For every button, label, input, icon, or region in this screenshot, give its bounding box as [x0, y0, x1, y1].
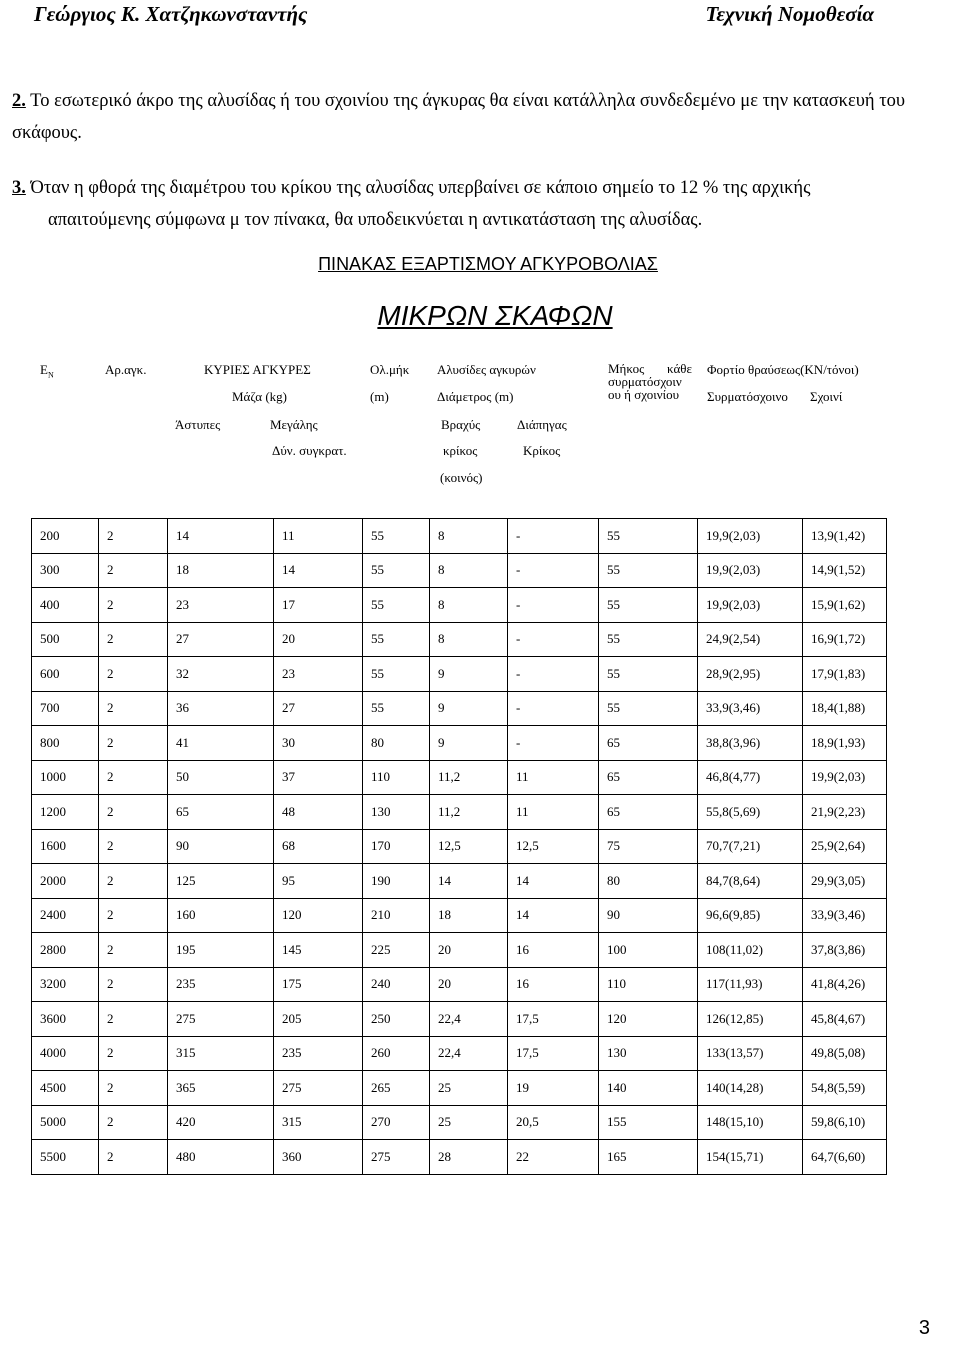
table-row: [32, 1002, 887, 1037]
table-cell: 155: [599, 1105, 698, 1140]
table-cell: 23: [274, 657, 363, 692]
table-cell: 75: [599, 829, 698, 864]
table-cell: 95: [274, 864, 363, 899]
table-cell: 65: [599, 726, 698, 761]
table-cell: 55: [363, 657, 430, 692]
table-cell: 195: [168, 933, 274, 968]
table-cell: 2: [99, 1071, 168, 1106]
table-cell: 19,9(2,03): [698, 519, 803, 554]
table-cell: 2400: [32, 898, 99, 933]
table-cell: 13,9(1,42): [803, 519, 887, 554]
paragraph-2-number: 2.: [12, 91, 26, 111]
table-cell: 365: [168, 1071, 274, 1106]
table-cell: 55: [599, 691, 698, 726]
table-cell: 14,9(1,52): [803, 553, 887, 588]
table-cell: 190: [363, 864, 430, 899]
header-section: Τεχνική Νομοθεσία: [705, 2, 874, 26]
table-cell: 2: [99, 933, 168, 968]
table-cell: 235: [274, 1036, 363, 1071]
table-cell: 90: [168, 829, 274, 864]
table-cell: -: [508, 726, 599, 761]
table-cell: -: [508, 657, 599, 692]
table-cell: 11: [508, 795, 599, 830]
table-cell: 18: [168, 553, 274, 588]
header-chains: Αλυσίδες αγκυρών: [437, 362, 536, 377]
table-cell: 275: [363, 1140, 430, 1175]
table-row: [32, 726, 887, 761]
table-row: [32, 864, 887, 899]
table-cell: 315: [274, 1105, 363, 1140]
table-cell: 19,9(2,03): [803, 760, 887, 795]
table-cell: 18,9(1,93): [803, 726, 887, 761]
table-cell: 55: [363, 553, 430, 588]
table-cell: 2: [99, 795, 168, 830]
table-cell: 2: [99, 898, 168, 933]
table-cell: 265: [363, 1071, 430, 1106]
header-wire-rope: Συρματόσχοινο: [707, 389, 788, 404]
table-cell: 1600: [32, 829, 99, 864]
table-cell: 130: [363, 795, 430, 830]
table-cell: 165: [599, 1140, 698, 1175]
table-cell: 68: [274, 829, 363, 864]
table-cell: 154(15,71): [698, 1140, 803, 1175]
table-cell: 15,9(1,62): [803, 588, 887, 623]
table-cell: 50: [168, 760, 274, 795]
table-cell: 108(11,02): [698, 933, 803, 968]
table-cell: 260: [363, 1036, 430, 1071]
table-cell: 5000: [32, 1105, 99, 1140]
paragraph-2: [12, 85, 932, 149]
table-cell: 275: [274, 1071, 363, 1106]
header-total-length: Ολ.μήκ: [370, 362, 410, 377]
table-cell: 120: [274, 898, 363, 933]
table-cell: 175: [274, 967, 363, 1002]
table-cell: 1200: [32, 795, 99, 830]
table-cell: 300: [32, 553, 99, 588]
table-cell: 12,5: [508, 829, 599, 864]
table-cell: 800: [32, 726, 99, 761]
table-row: [32, 588, 887, 623]
table-cell: 360: [274, 1140, 363, 1175]
table-cell: 20: [430, 967, 508, 1002]
table-cell: 55: [599, 622, 698, 657]
table-cell: 140: [599, 1071, 698, 1106]
table-cell: 55: [599, 553, 698, 588]
table-cell: 8: [430, 519, 508, 554]
table-cell: 55: [363, 622, 430, 657]
table-row: [32, 519, 887, 554]
header-breaking-load: Φορτίο θραύσεως(KN/τόνοι): [707, 362, 859, 377]
table-cell: 2: [99, 657, 168, 692]
header-link-2: Κρίκος: [523, 443, 561, 458]
table-cell: 2800: [32, 933, 99, 968]
header-en: [40, 362, 54, 380]
table-cell: 148(15,10): [698, 1105, 803, 1140]
table-cell: 49,8(5,08): [803, 1036, 887, 1071]
table-cell: 2: [99, 1036, 168, 1071]
table-cell: 125: [168, 864, 274, 899]
table-cell: 225: [363, 933, 430, 968]
header-stockless: Άστυπες: [175, 417, 221, 432]
table-row: [32, 795, 887, 830]
table-cell: 23: [168, 588, 274, 623]
table-cell: 11: [274, 519, 363, 554]
table-cell: 90: [599, 898, 698, 933]
table-cell: 200: [32, 519, 99, 554]
table-cell: 55,8(5,69): [698, 795, 803, 830]
table-cell: 55: [599, 657, 698, 692]
table-cell: 22: [508, 1140, 599, 1175]
table-row: [32, 967, 887, 1002]
table-row: [32, 898, 887, 933]
table-row: [32, 691, 887, 726]
table-cell: 28,9(2,95): [698, 657, 803, 692]
table-cell: 1000: [32, 760, 99, 795]
table-cell: 2: [99, 622, 168, 657]
table-cell: 55: [599, 588, 698, 623]
table-cell: 84,7(8,64): [698, 864, 803, 899]
table-row: [32, 1036, 887, 1071]
table-cell: 240: [363, 967, 430, 1002]
table-cell: 25: [430, 1071, 508, 1106]
table-cell: 110: [599, 967, 698, 1002]
paragraph-2-text: Το εσωτερικό άκρο της αλυσίδας ή του σχοινίου της άγκυρας θα είναι κατάλληλα συνδεδεμένο με την κατασκευή του σκάφους.: [12, 91, 906, 143]
table-cell: 55: [363, 691, 430, 726]
table-cell: 59,8(6,10): [803, 1105, 887, 1140]
table-cell: 16: [508, 967, 599, 1002]
header-anchor-count: Αρ.αγκ.: [105, 362, 147, 377]
table-cell: -: [508, 588, 599, 623]
header-holding-power: Δύν. συγκρατ.: [272, 443, 347, 458]
header-diameter: Διάμετρος (m): [437, 389, 514, 404]
table-row: [32, 553, 887, 588]
table-cell: 130: [599, 1036, 698, 1071]
table-cell: 19: [508, 1071, 599, 1106]
table-row: [32, 1105, 887, 1140]
table-cell: 17: [274, 588, 363, 623]
header-stud: Διάπηγας: [517, 417, 567, 432]
table-cell: 11,2: [430, 795, 508, 830]
table-row: [32, 829, 887, 864]
table-cell: -: [508, 622, 599, 657]
table-cell: 11,2: [430, 760, 508, 795]
table-row: [32, 622, 887, 657]
table-cell: 2: [99, 553, 168, 588]
paragraph-3: [12, 172, 932, 236]
table-cell: -: [508, 691, 599, 726]
table-cell: 160: [168, 898, 274, 933]
table-cell: 65: [599, 795, 698, 830]
header-en-sub: N: [47, 370, 54, 380]
table-cell: 2: [99, 588, 168, 623]
header-short-link: Βραχύς: [441, 417, 481, 432]
table-cell: 8: [430, 553, 508, 588]
table-cell: 170: [363, 829, 430, 864]
table-cell: 2: [99, 1105, 168, 1140]
table-cell: 80: [363, 726, 430, 761]
table-cell: 54,8(5,59): [803, 1071, 887, 1106]
paragraph-3-number: 3.: [12, 178, 26, 198]
table-cell: 17,5: [508, 1036, 599, 1071]
table-cell: 3600: [32, 1002, 99, 1037]
table-cell: 16: [508, 933, 599, 968]
table-cell: 22,4: [430, 1036, 508, 1071]
header-main-anchors: ΚΥΡΙΕΣ ΑΓΚΥΡΕΣ: [204, 362, 311, 377]
table-cell: 45,8(4,67): [803, 1002, 887, 1037]
header-author: Γεώργιος Κ. Χατζηκωνσταντής: [34, 2, 308, 26]
table-row: [32, 933, 887, 968]
table-cell: 14: [508, 864, 599, 899]
table-cell: 4000: [32, 1036, 99, 1071]
table-cell: 64,7(6,60): [803, 1140, 887, 1175]
header-mass: Μάζα (kg): [232, 389, 288, 404]
table-cell: 30: [274, 726, 363, 761]
table-cell: -: [508, 553, 599, 588]
table-cell: 55: [599, 519, 698, 554]
anchoring-table: [31, 518, 887, 1175]
table-cell: 48: [274, 795, 363, 830]
table-cell: 9: [430, 691, 508, 726]
table-cell: 65: [168, 795, 274, 830]
table-cell: 145: [274, 933, 363, 968]
table-cell: 500: [32, 622, 99, 657]
table-cell: 100: [599, 933, 698, 968]
table-cell: 2: [99, 519, 168, 554]
table-cell: 205: [274, 1002, 363, 1037]
table-cell: 2: [99, 1140, 168, 1175]
table-cell: 37: [274, 760, 363, 795]
table-cell: 8: [430, 588, 508, 623]
table-cell: 25: [430, 1105, 508, 1140]
table-cell: 2: [99, 864, 168, 899]
table-cell: 20: [274, 622, 363, 657]
table-cell: 110: [363, 760, 430, 795]
table-cell: 315: [168, 1036, 274, 1071]
table-cell: 20: [430, 933, 508, 968]
paragraph-3-line-2: απαιτούμενης σύμφωνα μ τον πίνακα, θα υποδεικνύεται η αντικατάσταση της αλυσίδας.: [48, 210, 703, 230]
table-cell: 55: [363, 588, 430, 623]
table-cell: 20,5: [508, 1105, 599, 1140]
table-cell: 18,4(1,88): [803, 691, 887, 726]
table-cell: 2000: [32, 864, 99, 899]
table-cell: 2: [99, 726, 168, 761]
table-cell: 65: [599, 760, 698, 795]
header-en-base: E: [40, 362, 48, 377]
table-cell: 250: [363, 1002, 430, 1037]
table-cell: 22,4: [430, 1002, 508, 1037]
table-cell: 17,9(1,83): [803, 657, 887, 692]
table-cell: 2: [99, 1002, 168, 1037]
table-cell: 96,6(9,85): [698, 898, 803, 933]
table-cell: 140(14,28): [698, 1071, 803, 1106]
table-cell: 9: [430, 657, 508, 692]
table-cell: 32: [168, 657, 274, 692]
table-cell: 270: [363, 1105, 430, 1140]
table-cell: 2: [99, 691, 168, 726]
table-cell: 19,9(2,03): [698, 553, 803, 588]
header-common: (κοινός): [440, 470, 483, 485]
table-cell: 19,9(2,03): [698, 588, 803, 623]
table-cell: 2: [99, 967, 168, 1002]
table-title: ΠΙΝΑΚΑΣ ΕΞΑΡΤΙΣΜΟΥ ΑΓΚΥΡΟΒΟΛΙΑΣ: [318, 254, 658, 274]
table-cell: 400: [32, 588, 99, 623]
header-high-holding: Μεγάλης: [270, 417, 318, 432]
table-cell: 27: [168, 622, 274, 657]
table-cell: 235: [168, 967, 274, 1002]
table-cell: 27: [274, 691, 363, 726]
table-cell: 11: [508, 760, 599, 795]
page-number: 3: [918, 1317, 930, 1339]
paragraph-3-line-1: Όταν η φθορά της διαμέτρου του κρίκου της αλυσίδας υπερβαίνει σε κάποιο σημείο το 12 % της αρχικής: [25, 178, 811, 198]
table-cell: 14: [274, 553, 363, 588]
table-cell: 16,9(1,72): [803, 622, 887, 657]
header-link: κρίκος: [443, 443, 478, 458]
header-length-each: Μήκος κάθε συρματόσχοιν ου ή σχοινίου: [608, 361, 692, 402]
table-cell: 5500: [32, 1140, 99, 1175]
table-cell: 700: [32, 691, 99, 726]
table-cell: 28: [430, 1140, 508, 1175]
table-cell: 8: [430, 622, 508, 657]
table-cell: 33,9(3,46): [698, 691, 803, 726]
table-cell: 2: [99, 829, 168, 864]
table-cell: 600: [32, 657, 99, 692]
table-cell: 38,8(3,96): [698, 726, 803, 761]
table-cell: 25,9(2,64): [803, 829, 887, 864]
table-row: [32, 760, 887, 795]
table-row: [32, 1071, 887, 1106]
table-cell: 14: [508, 898, 599, 933]
table-cell: 46,8(4,77): [698, 760, 803, 795]
table-cell: 126(12,85): [698, 1002, 803, 1037]
table-cell: 133(13,57): [698, 1036, 803, 1071]
table-cell: 120: [599, 1002, 698, 1037]
table-body: [32, 519, 887, 1175]
table-cell: 2: [99, 760, 168, 795]
table-cell: 4500: [32, 1071, 99, 1106]
table-cell: 33,9(3,46): [803, 898, 887, 933]
table-cell: 80: [599, 864, 698, 899]
table-cell: 14: [168, 519, 274, 554]
table-cell: 36: [168, 691, 274, 726]
header-length-unit: (m): [370, 389, 389, 404]
table-cell: 9: [430, 726, 508, 761]
table-cell: -: [508, 519, 599, 554]
table-cell: 37,8(3,86): [803, 933, 887, 968]
table-cell: 24,9(2,54): [698, 622, 803, 657]
table-cell: 480: [168, 1140, 274, 1175]
table-cell: 117(11,93): [698, 967, 803, 1002]
table-row: [32, 657, 887, 692]
table-cell: 210: [363, 898, 430, 933]
table-cell: 18: [430, 898, 508, 933]
table-cell: 41,8(4,26): [803, 967, 887, 1002]
table-cell: 420: [168, 1105, 274, 1140]
table-row: [32, 1140, 887, 1175]
table-subtitle: ΜΙΚΡΩΝ ΣΚΑΦΩΝ: [377, 300, 613, 331]
table-cell: 29,9(3,05): [803, 864, 887, 899]
table-cell: 21,9(2,23): [803, 795, 887, 830]
table-cell: 14: [430, 864, 508, 899]
table-cell: 3200: [32, 967, 99, 1002]
table-cell: 12,5: [430, 829, 508, 864]
header-rope: Σχοινί: [810, 389, 843, 404]
table-cell: 17,5: [508, 1002, 599, 1037]
table-cell: 55: [363, 519, 430, 554]
table-cell: 70,7(7,21): [698, 829, 803, 864]
table-cell: 275: [168, 1002, 274, 1037]
table-cell: 41: [168, 726, 274, 761]
